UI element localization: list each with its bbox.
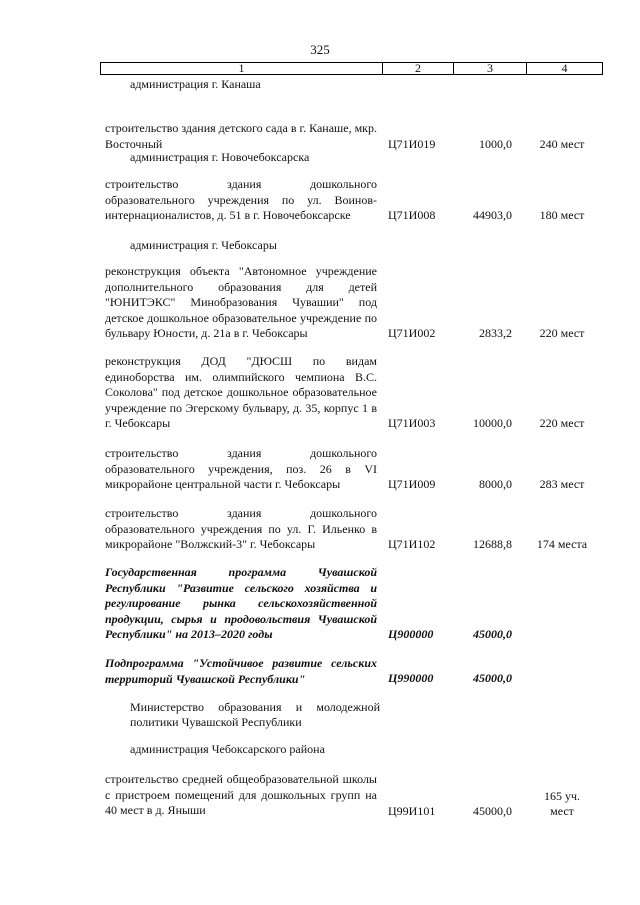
row-code: Ц71И003 (388, 416, 436, 431)
row-description: реконструкция объекта "Автономное учреждение дополнительного образования для детей "ЮНИТЭКС" Минобразования Чувашии" под детское дошкольное образовательное учреждение по бульвару Юности, д. 21а в г. Чебоксары (105, 264, 377, 341)
row-amount: 10000,0 (473, 416, 512, 431)
table-row (105, 772, 603, 820)
row-amount: 2833,2 (479, 326, 512, 341)
ministry-heading: Министерство образования и молодежной политики Чувашской Республики (130, 700, 380, 729)
program-row (105, 565, 603, 643)
subprogram-title: Подпрограмма "Устойчивое развитие сельских территорий Чувашской Республики" (105, 656, 377, 686)
table-row (105, 506, 603, 553)
row-capacity: 220 мест (539, 416, 585, 431)
table-header (100, 62, 603, 75)
row-description: строительство здания дошкольного образовательного учреждения, поз. 26 в VI микрорайоне центральной части г. Чебоксары (105, 446, 377, 492)
program-title: Государственная программа Чувашской Республики "Развитие сельского хозяйства и регулирование рынка сельскохозяйственной продукции, сырья и продовольствия Чувашской Республики" на 2013–2020 годы (105, 565, 377, 642)
header-col-4: 4 (561, 61, 568, 75)
section-heading: администрация г. Чебоксары (130, 238, 277, 252)
row-capacity: 283 мест (539, 477, 585, 492)
section-heading: администрация г. Канаша (130, 77, 261, 91)
row-description: реконструкция ДОД "ДЮСШ по видам единоборства им. олимпийского чемпиона В.С. Соколова" под детское дошкольное образовательное учреждение по Эгерскому бульвару, д. 35, корпус 1 в г. Чебоксары (105, 354, 377, 431)
row-code: Ц71И002 (388, 326, 436, 341)
table-row (105, 264, 603, 342)
row-amount: 1000,0 (479, 137, 512, 152)
subprogram-code: Ц990000 (388, 671, 434, 686)
section-heading: администрация Чебоксарского района (130, 742, 325, 756)
table-row (105, 446, 603, 493)
row-description: строительство средней общеобразовательной школы с пристроем помещений для дошкольных групп на 40 мест в д. Яныши (105, 772, 377, 818)
row-capacity: 180 мест (539, 208, 585, 223)
subprogram-amount: 45000,0 (473, 671, 512, 686)
row-capacity: 220 мест (539, 326, 585, 341)
row-code: Ц71И009 (388, 477, 436, 492)
page-number: 325 (310, 42, 330, 57)
row-description: строительство здания детского сада в г. Канаше, мкр. Восточный (105, 121, 378, 151)
table-row (105, 121, 603, 153)
row-amount: 8000,0 (479, 477, 512, 492)
header-col-1: 1 (101, 63, 383, 74)
header-col-3: 3 (454, 63, 527, 74)
section-heading: администрация г. Новочебоксарска (130, 150, 310, 164)
subprogram-row (105, 656, 603, 687)
row-amount: 44903,0 (473, 208, 512, 223)
row-amount: 12688,8 (473, 537, 512, 552)
row-code: Ц71И019 (388, 137, 436, 152)
row-capacity-line-2: мест (550, 804, 574, 819)
row-capacity-line-1: 165 уч. (543, 788, 581, 803)
row-code: Ц71И102 (388, 537, 436, 552)
row-capacity: 240 мест (539, 137, 585, 152)
row-code: Ц71И008 (388, 208, 436, 223)
program-amount: 45000,0 (473, 627, 512, 642)
row-amount: 45000,0 (473, 804, 512, 819)
row-description: строительство здания дошкольного образовательного учреждения по ул. Г. Ильенко в микрорайоне "Волжский-3" г. Чебоксары (105, 506, 377, 552)
row-capacity (517, 789, 607, 820)
row-capacity: 174 места (536, 537, 588, 552)
table-row (105, 177, 603, 224)
table-row (105, 354, 603, 432)
row-code: Ц99И101 (388, 804, 436, 819)
program-code: Ц900000 (388, 627, 434, 642)
row-description: строительство здания дошкольного образовательного учреждения по ул. Воинов-интернационалистов, д. 51 в г. Новочебоксарске (105, 177, 377, 223)
header-col-2: 2 (383, 63, 454, 74)
